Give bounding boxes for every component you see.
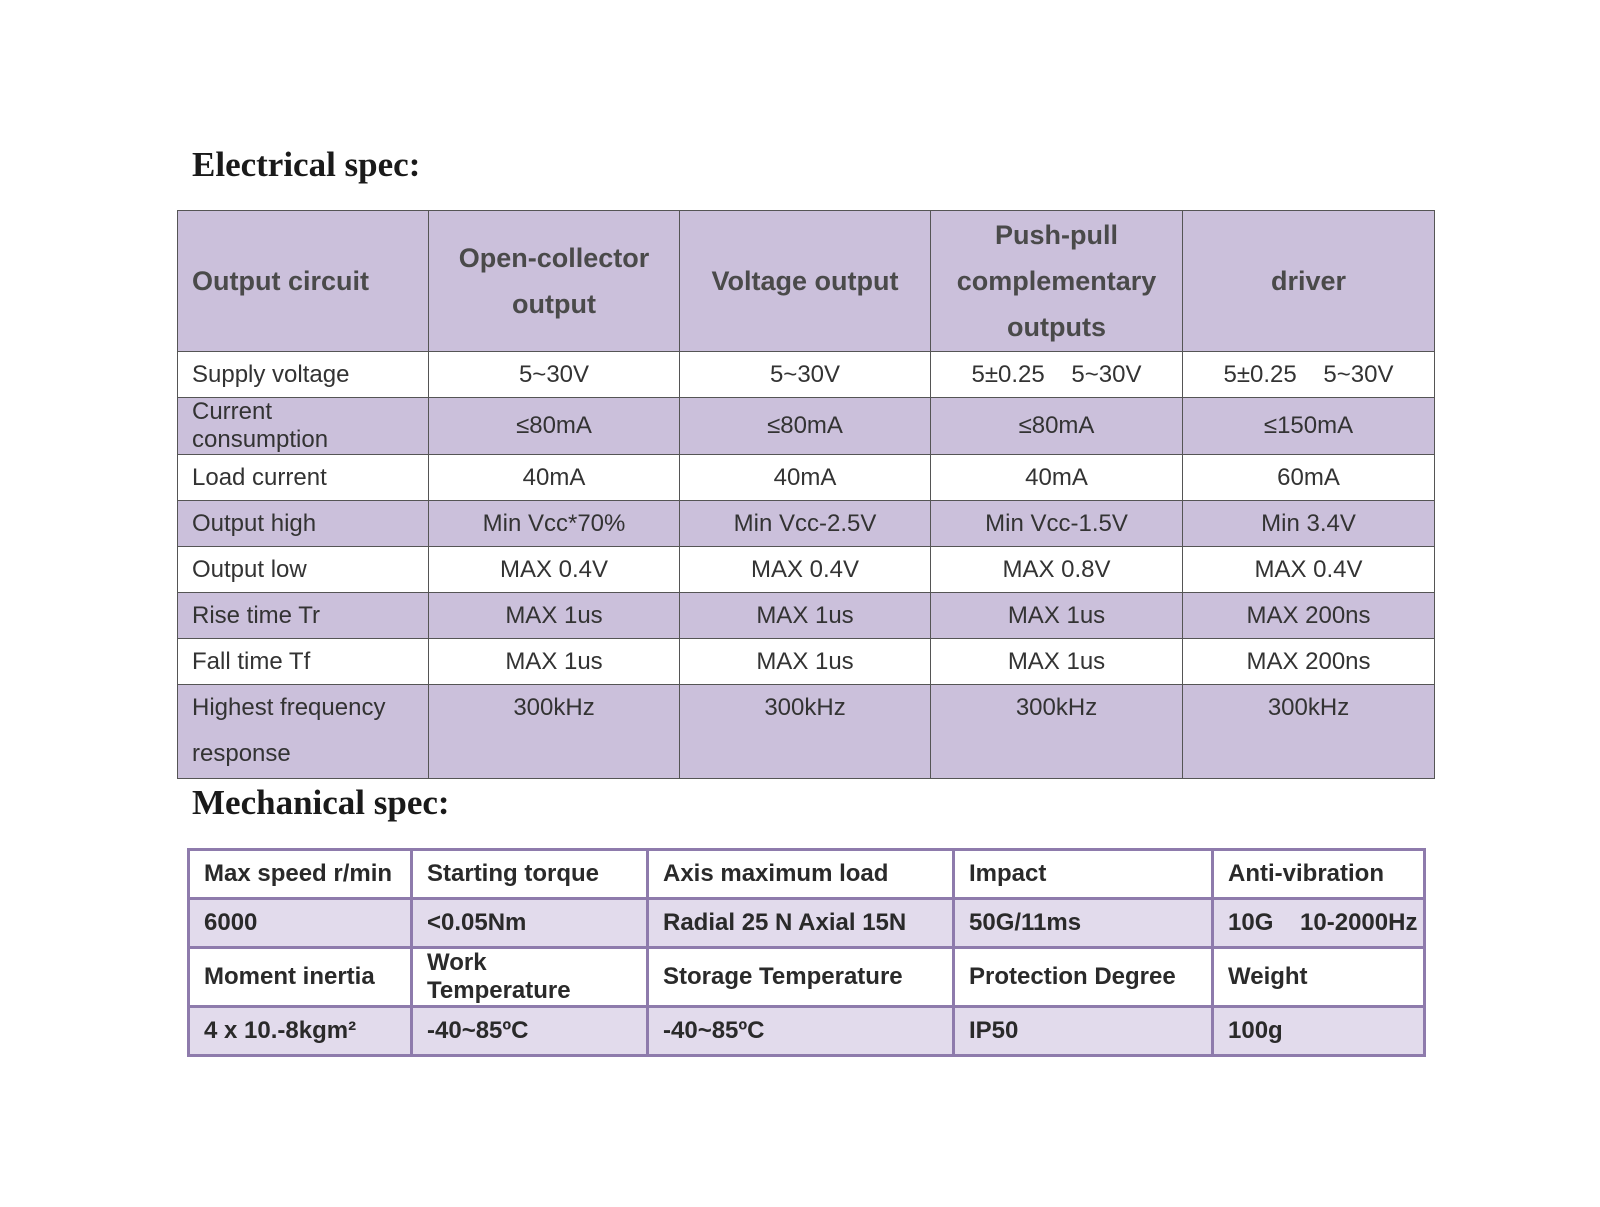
- table-cell: Protection Degree: [954, 948, 1213, 1007]
- header-driver: driver: [1183, 211, 1435, 352]
- table-cell: MAX 200ns: [1183, 639, 1435, 685]
- table-cell: 60mA: [1183, 455, 1435, 501]
- table-cell: Weight: [1213, 948, 1425, 1007]
- table-cell: MAX 1us: [680, 639, 931, 685]
- row-label: Load current: [178, 455, 429, 501]
- table-cell: Min Vcc-1.5V: [931, 501, 1183, 547]
- table-cell: <0.05Nm: [412, 899, 648, 948]
- table-cell: 5±0.25 5~30V: [1183, 352, 1435, 398]
- header-push-pull: Push-pull complementary outputs: [931, 211, 1183, 352]
- table-cell: MAX 0.4V: [1183, 547, 1435, 593]
- header-voltage-output: Voltage output: [680, 211, 931, 352]
- row-label: Fall time Tf: [178, 639, 429, 685]
- header-open-collector: Open-collector output: [429, 211, 680, 352]
- table-cell: 300kHz: [1183, 685, 1435, 779]
- table-cell: MAX 1us: [680, 593, 931, 639]
- table-cell: ≤80mA: [680, 398, 931, 455]
- table-cell: MAX 1us: [429, 639, 680, 685]
- table-cell: 300kHz: [429, 685, 680, 779]
- table-cell: -40~85ºC: [412, 1007, 648, 1056]
- table-cell: MAX 1us: [429, 593, 680, 639]
- row-label: Rise time Tr: [178, 593, 429, 639]
- table-cell: 40mA: [931, 455, 1183, 501]
- table-row: [178, 398, 1435, 455]
- table-cell: MAX 1us: [931, 639, 1183, 685]
- table-cell: ≤80mA: [429, 398, 680, 455]
- table-cell: 50G/11ms: [954, 899, 1213, 948]
- table-row: [189, 948, 1425, 1007]
- table-cell: Storage Temperature: [648, 948, 954, 1007]
- table-cell: Moment inertia: [189, 948, 412, 1007]
- electrical-spec-table: [177, 210, 1435, 779]
- table-cell: 4 x 10.-8kgm²: [189, 1007, 412, 1056]
- table-cell: 300kHz: [931, 685, 1183, 779]
- table-cell: 10G 10-2000Hz: [1213, 899, 1425, 948]
- header-output-circuit: Output circuit: [178, 211, 429, 352]
- table-cell: 6000: [189, 899, 412, 948]
- table-cell: 5~30V: [429, 352, 680, 398]
- table-row: [189, 899, 1425, 948]
- table-cell: Starting torque: [412, 850, 648, 899]
- table-cell: 40mA: [429, 455, 680, 501]
- table-row: [178, 352, 1435, 398]
- table-cell: -40~85ºC: [648, 1007, 954, 1056]
- table-cell: 40mA: [680, 455, 931, 501]
- row-label: Output low: [178, 547, 429, 593]
- table-cell: Min Vcc-2.5V: [680, 501, 931, 547]
- table-cell: ≤80mA: [931, 398, 1183, 455]
- table-row: [178, 639, 1435, 685]
- table-cell: Impact: [954, 850, 1213, 899]
- table-row: [178, 547, 1435, 593]
- table-cell: MAX 0.8V: [931, 547, 1183, 593]
- table-cell: Max speed r/min: [189, 850, 412, 899]
- table-cell: Min Vcc*70%: [429, 501, 680, 547]
- mechanical-spec-table: [187, 848, 1426, 1057]
- table-cell: Anti-vibration: [1213, 850, 1425, 899]
- row-label: Current consumption: [178, 398, 429, 455]
- table-row: [189, 1007, 1425, 1056]
- table-cell: Min 3.4V: [1183, 501, 1435, 547]
- table-row: [178, 685, 1435, 779]
- table-row: [178, 501, 1435, 547]
- table-row: [189, 850, 1425, 899]
- table-cell: Radial 25 N Axial 15N: [648, 899, 954, 948]
- table-cell: 5~30V: [680, 352, 931, 398]
- table-cell: 300kHz: [680, 685, 931, 779]
- table-row: [178, 455, 1435, 501]
- row-label: Supply voltage: [178, 352, 429, 398]
- electrical-header-row: [178, 211, 1435, 352]
- table-cell: 100g: [1213, 1007, 1425, 1056]
- table-cell: Axis maximum load: [648, 850, 954, 899]
- table-row: [178, 593, 1435, 639]
- table-cell: MAX 0.4V: [680, 547, 931, 593]
- table-cell: ≤150mA: [1183, 398, 1435, 455]
- table-cell: 5±0.25 5~30V: [931, 352, 1183, 398]
- row-label: Highest frequency response: [178, 685, 429, 779]
- mechanical-spec-heading: Mechanical spec:: [192, 783, 450, 822]
- table-cell: Work Temperature: [412, 948, 648, 1007]
- table-cell: MAX 1us: [931, 593, 1183, 639]
- table-cell: MAX 200ns: [1183, 593, 1435, 639]
- electrical-spec-heading: Electrical spec:: [192, 145, 421, 184]
- table-cell: MAX 0.4V: [429, 547, 680, 593]
- table-cell: IP50: [954, 1007, 1213, 1056]
- row-label: Output high: [178, 501, 429, 547]
